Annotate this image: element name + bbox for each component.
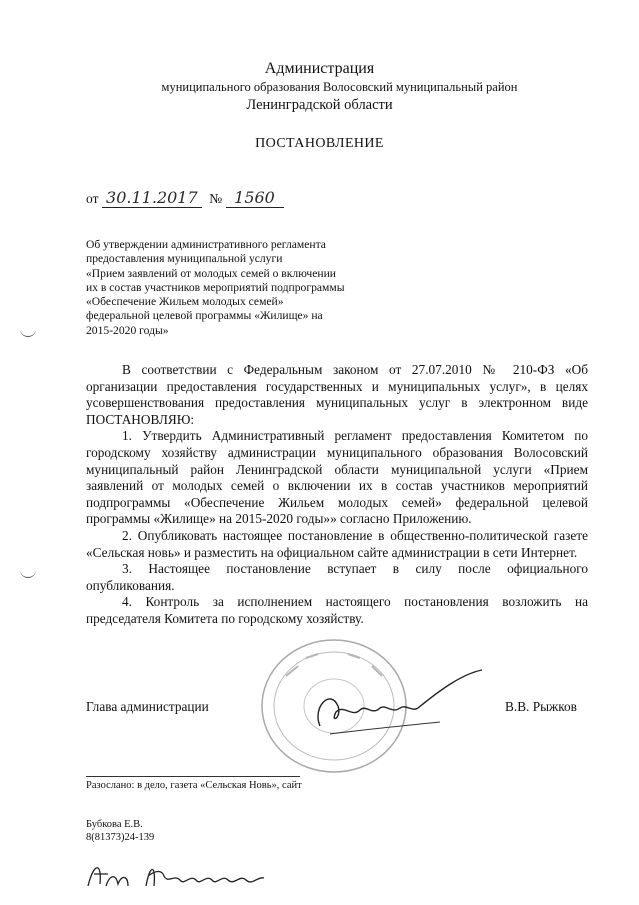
preamble-paragraph: В соответствии с Федеральным законом от 27.07.2010 № 210-ФЗ «Об организации предоставления государственных и муниципальных услуг», в целях усовершенствования предоставления муниципальных услуг в электронном виде ПОСТАНОВЛЯЮ: [86,362,588,427]
header-municipality: муниципального образования Волосовский муниципальный район [161,80,518,94]
punch-hole-mark [20,328,36,337]
subject-line: их в состав участников мероприятий подпрограммы [86,280,345,294]
subject-line: федеральной целевой программы «Жилище» на [86,309,323,323]
subject-line: «Прием заявлений от молодых семей о включении [86,266,337,280]
head-signature [290,668,490,748]
executor-phone: 8(81373)24-139 [86,832,155,843]
header-region: Ленинградской области [246,97,393,113]
clause-4: 4. Контроль за исполнением настоящего постановления возложить на председателя Комитета по городскому хозяйству. [86,594,588,626]
subject-line: «Обеспечение Жильем молодых семей» [86,295,284,309]
subject-line: предоставления муниципальной услуги [86,252,283,266]
number-handwritten: 1560 [234,188,275,207]
clause-1: 1. Утвердить Административный регламент предоставления Комитетом по городскому хозяйству администрации муниципального образования Волосовский муниципальный район Ленинградской области муниципальной услуги «Прием заявлений от молодых семей о включении их в состав участников мероприятий подпрограммы «Обеспечение Жильем молодых семей» федеральной целевой программы «Жилище» на 2015-2020 годы»» согласно Приложению. [86,428,588,527]
handwritten-note [84,856,274,896]
subject-line: Об утверждении административного регламента [86,238,326,251]
date-handwritten: 30.11.2017 [106,188,198,207]
date-prefix: от [86,191,99,206]
date-line [86,188,284,208]
signature-name: В.В. Рыжков [505,699,577,714]
distribution-rule [86,776,300,777]
date-field [102,188,202,208]
executor-block [86,818,154,844]
clause-2: 2. Опубликовать настоящее постановление в общественно-политической газете «Сельская новь» и разместить на официальном сайте администрации в сети Интернет. [86,527,588,560]
document-type: ПОСТАНОВЛЕНИЕ [255,136,384,151]
number-sign: № [209,191,223,206]
number-field [226,188,284,208]
punch-hole-mark [20,569,36,578]
document-body [86,362,588,628]
header-org: Администрация [264,60,375,77]
subject-block [86,238,406,338]
clause-3: 3. Настоящее постановление вступает в силу после официального опубликования. [86,561,588,593]
subject-line: 2015-2020 годы» [86,323,169,337]
distribution-text: Разослано: в дело, газета «Сельская Новь», сайт [86,780,302,791]
signature-position: Глава администрации [86,699,209,714]
executor-name: Бубкова Е.В. [86,819,143,830]
